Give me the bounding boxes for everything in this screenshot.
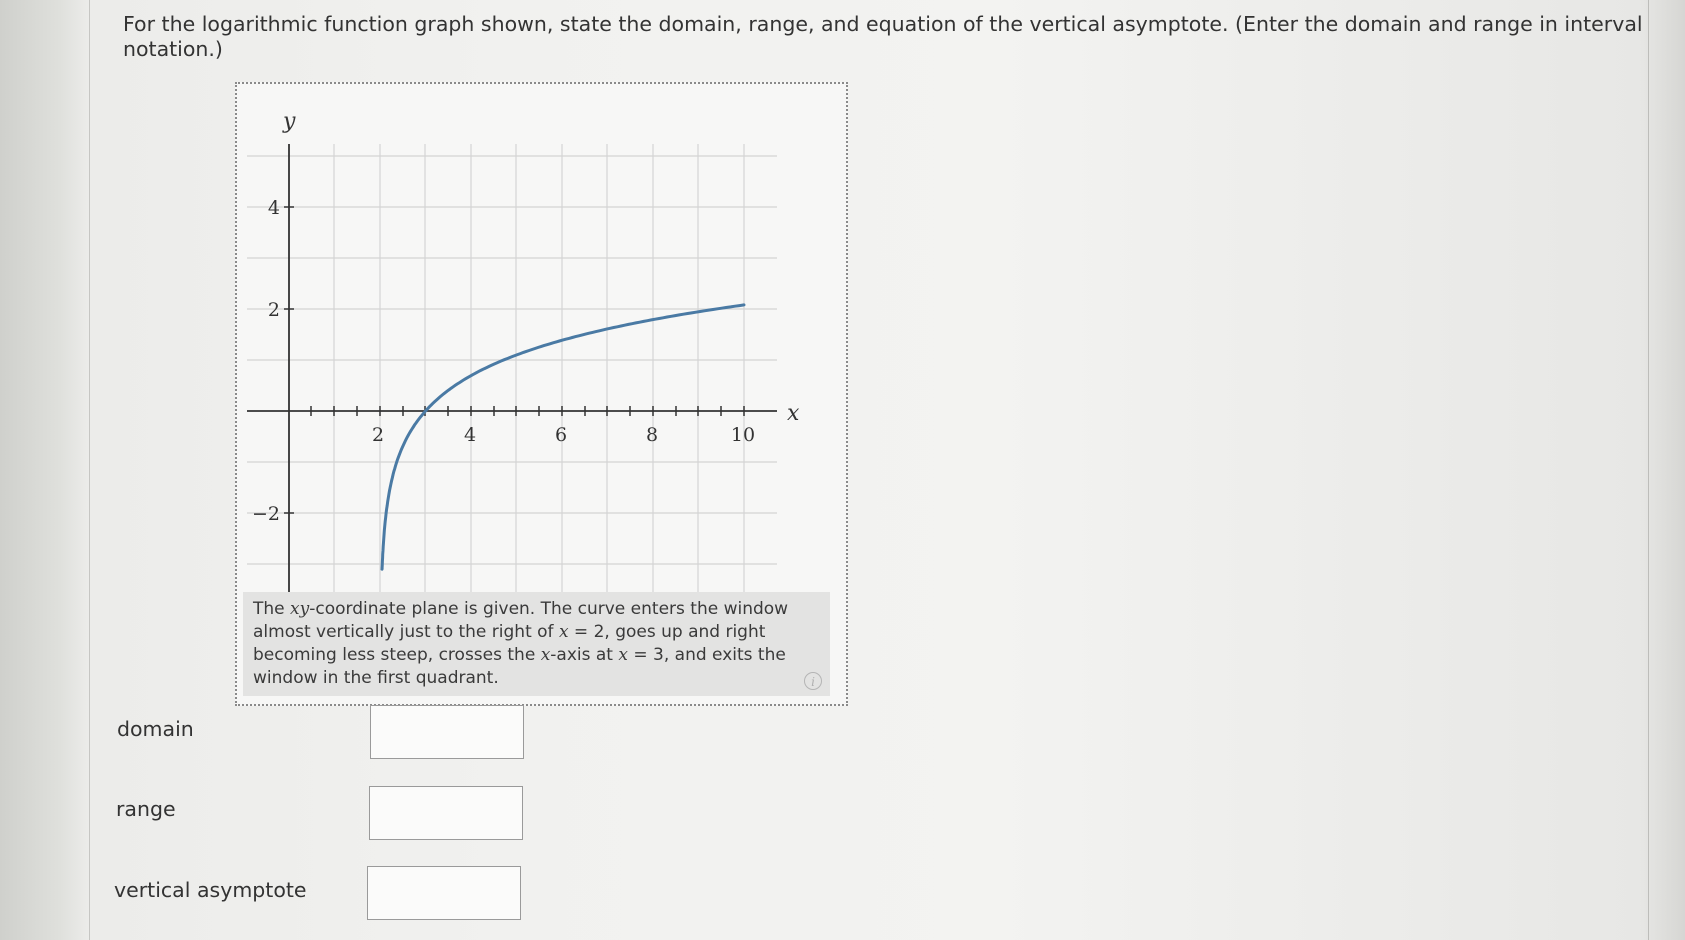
coordinate-plane <box>237 84 846 594</box>
x-tick-label: 4 <box>463 424 477 446</box>
y-tick-label: 4 <box>267 197 280 219</box>
y-tick-label: −2 <box>251 503 280 525</box>
x-tick-label: 8 <box>645 424 659 446</box>
range-label: range <box>116 797 176 821</box>
graph-figure <box>235 82 848 706</box>
y-axis-label: y <box>283 109 296 134</box>
domain-input[interactable] <box>370 705 524 759</box>
domain-label: domain <box>117 717 194 741</box>
info-icon[interactable]: i <box>804 672 822 690</box>
range-input[interactable] <box>369 786 523 840</box>
graph-caption: The xy-coordinate plane is given. The curve enters the window almost vertically just to the right of x = 2, goes up and right becoming less steep, crosses the x-axis at x = 3, and exits the window in the first quadrant. i <box>243 592 830 696</box>
x-tick-label: 2 <box>371 424 385 446</box>
vertical-asymptote-input[interactable] <box>367 866 521 920</box>
panel-right-edge <box>1648 0 1649 940</box>
vertical-asymptote-label: vertical asymptote <box>114 878 307 902</box>
question-text: For the logarithmic function graph shown, state the domain, range, and equation of the vertical asymptote. (Enter the domain and range in interval notation.) <box>123 12 1643 61</box>
x-axis-label: x <box>787 401 800 426</box>
grid-lines <box>247 144 777 594</box>
x-tick-label: 10 <box>730 424 756 446</box>
y-tick-label: 2 <box>267 299 280 321</box>
x-tick-label: 6 <box>554 424 568 446</box>
panel-left-edge <box>89 0 90 940</box>
